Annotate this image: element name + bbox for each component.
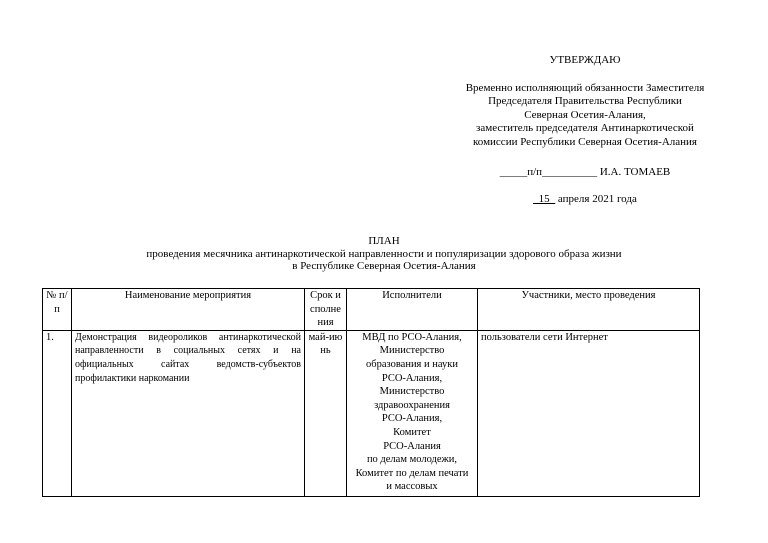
executor-line: РСО-Алания (383, 440, 441, 452)
approval-position (440, 82, 730, 150)
executor-line: по делам молодежи, (366, 454, 458, 466)
table-row (43, 330, 700, 496)
approval-position-line: Северная Осетия-Алания, (524, 108, 646, 121)
plan-table (42, 288, 700, 497)
approval-date-day: _15_ (533, 193, 556, 206)
cell-participants: пользователи сети Интернет (478, 330, 700, 496)
executor-line: Министерство (379, 345, 445, 357)
approval-position-line: комиссии Республики Северная Осетия-Алания (473, 135, 697, 148)
signature-name: И.А. ТОМАЕВ (599, 165, 671, 178)
executor-line: РСО-Алания, (381, 372, 443, 384)
table-header-row (43, 289, 700, 331)
header-participants: Участники, место проведения (478, 289, 700, 331)
cell-num: 1. (43, 330, 72, 496)
signature-line (440, 166, 730, 180)
executor-line: здравоохранения (374, 399, 450, 411)
header-executors: Исполнители (347, 289, 478, 331)
header-term: Срок исполнения (305, 289, 347, 331)
executor-line: МВД по РСО-Алания, (362, 331, 462, 343)
executor-line: и массовых (386, 481, 438, 493)
header-num: № п/п (43, 289, 72, 331)
executor-line: Комитет по делам печати (355, 467, 469, 479)
approval-position-line: Временно исполняющий обязанности Заместителя (465, 81, 705, 94)
approval-block (440, 54, 730, 207)
plan-title: ПЛАН (368, 235, 400, 247)
executor-line: образования и науки (366, 358, 458, 370)
cell-executors (347, 330, 478, 496)
plan-subtitle-line: в Республике Северная Осетия-Алания (292, 260, 476, 273)
cell-term: май-июнь (305, 330, 347, 496)
approval-date-rest: апреля 2021 года (557, 193, 637, 206)
executor-line: РСО-Алания, (381, 413, 443, 425)
cell-name: Демонстрация видеороликов антинаркотической направленности в социальных сетях и на официальных сайтах ведомств-субъектов профилактики наркомании (72, 330, 305, 496)
approval-date (440, 193, 730, 207)
plan-subtitle-line: проведения месячника антинаркотической направленности и популяризации здорового образа жизни (146, 247, 622, 260)
approval-position-line: Председателя Правительства Республики (488, 95, 682, 108)
approval-heading: УТВЕРЖДАЮ (549, 54, 621, 66)
executor-line: Министерство (379, 386, 445, 398)
approval-position-line: заместитель председателя Антинаркотической (476, 122, 694, 135)
signature-blank: _____п/п__________ (499, 165, 598, 178)
plan-title-block (0, 235, 768, 273)
header-name: Наименование мероприятия (72, 289, 305, 331)
executor-line: Комитет (393, 426, 431, 438)
